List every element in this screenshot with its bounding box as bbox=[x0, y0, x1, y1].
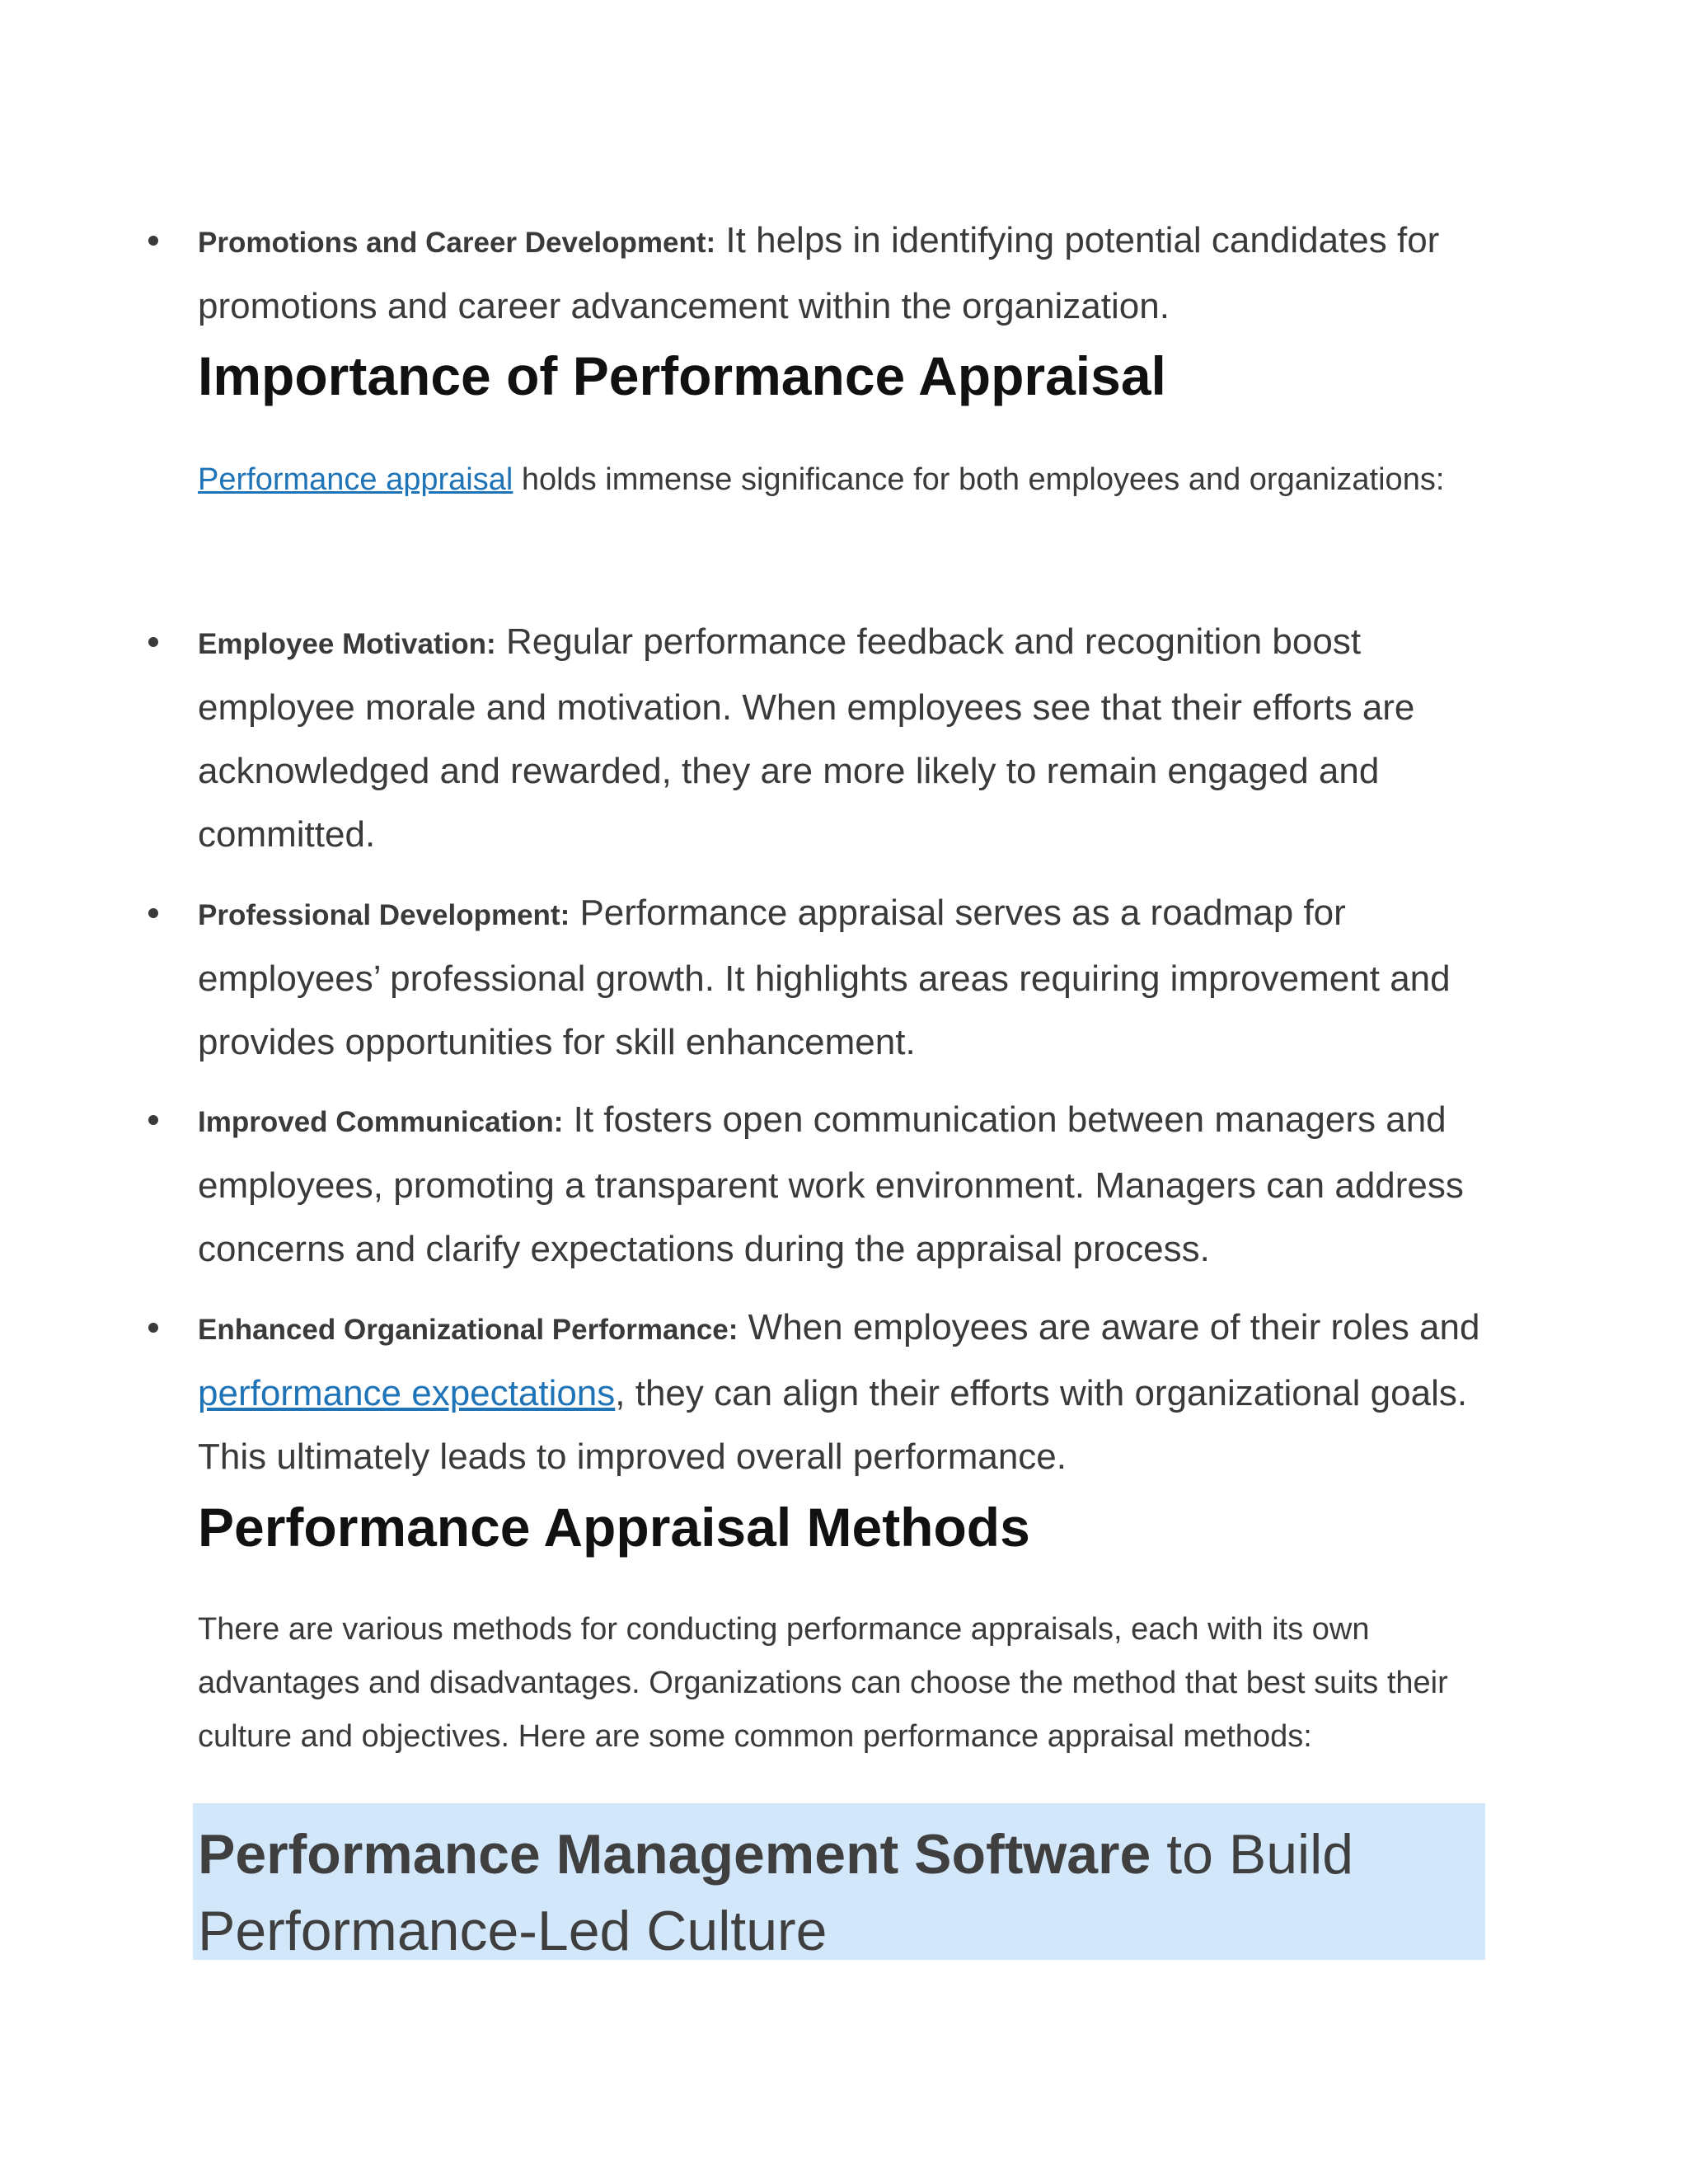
intro-text: holds immense significance for both employees and organizations: bbox=[513, 462, 1445, 497]
list-item-professional-development bbox=[198, 881, 1496, 1074]
bullet-icon bbox=[148, 908, 158, 918]
list-item-improved-communication bbox=[198, 1088, 1496, 1281]
list-item-promotions bbox=[198, 209, 1496, 338]
item-lead: Improved Communication: bbox=[198, 1106, 564, 1138]
item-text: Performance appraisal serves as a roadmap for employees’ professional growth. It highlights areas requiring improvement and provides opportunities for skill enhancement. bbox=[198, 893, 1451, 1062]
list-item-enhanced-organizational-performance bbox=[198, 1296, 1496, 1488]
methods-paragraph: There are various methods for conducting performance appraisals, each with its own advantages and disadvantages. Organizations can choose the method that best suits their culture and objectives. Here are some common performance appraisal methods: bbox=[198, 1612, 1448, 1754]
item-text: It helps in identifying potential candidates for promotions and career advancement within the organization. bbox=[198, 220, 1440, 326]
bullet-icon bbox=[148, 637, 158, 647]
item-text-before: When employees are aware of their roles and bbox=[738, 1307, 1480, 1347]
performance-expectations-link[interactable]: performance expectations bbox=[198, 1373, 616, 1413]
item-text: It fosters open communication between managers and employees, promoting a transparent work environment. Managers can address concerns and clarify expectations during the appraisal process. bbox=[198, 1099, 1464, 1269]
bullet-icon bbox=[148, 1115, 158, 1125]
item-lead: Enhanced Organizational Performance: bbox=[198, 1314, 738, 1346]
cta-banner[interactable] bbox=[193, 1803, 1485, 1960]
importance-intro bbox=[198, 453, 1484, 507]
heading-methods: Performance Appraisal Methods bbox=[198, 1497, 1030, 1558]
item-lead: Professional Development: bbox=[198, 899, 570, 931]
performance-appraisal-link[interactable]: Performance appraisal bbox=[198, 462, 513, 497]
bullet-icon bbox=[148, 1323, 158, 1333]
heading-importance: Importance of Performance Appraisal bbox=[198, 345, 1166, 406]
item-lead: Promotions and Career Development: bbox=[198, 227, 716, 259]
cta-strong-text: Performance Management Software bbox=[198, 1823, 1151, 1886]
item-text: Regular performance feedback and recognition boost employee morale and motivation. When employees see that their efforts are acknowledged and rewarded, they are more likely to remain engaged and committed. bbox=[198, 621, 1415, 855]
bullet-icon bbox=[148, 236, 158, 246]
item-text-after: , they can align their efforts with organizational goals. This ultimately leads to improved overall performance. bbox=[198, 1373, 1468, 1477]
list-item-employee-motivation bbox=[198, 610, 1496, 866]
item-lead: Employee Motivation: bbox=[198, 628, 496, 660]
cta-rest-text: to Build Performance-Led Culture bbox=[198, 1823, 1354, 1962]
